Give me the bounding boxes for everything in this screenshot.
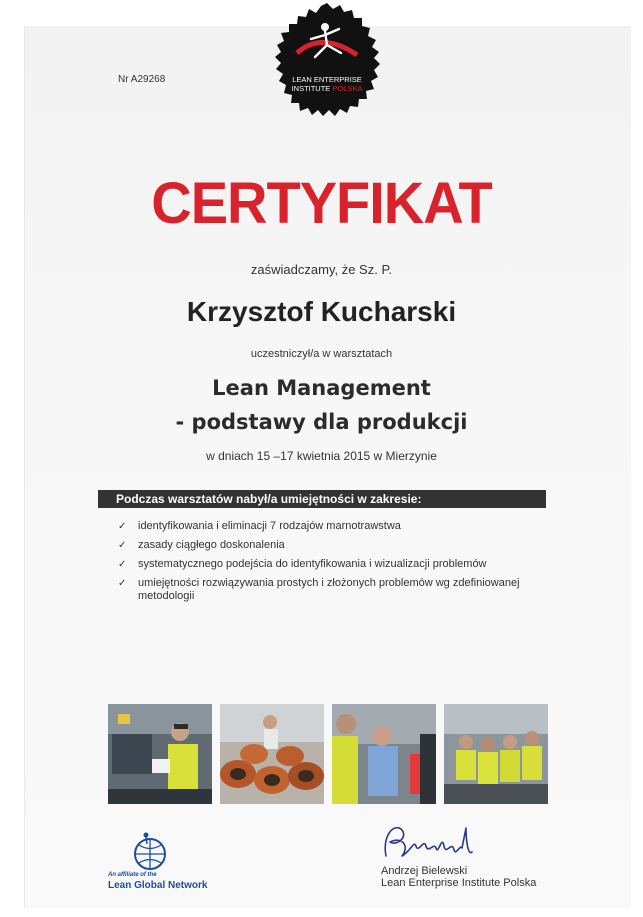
check-icon: ✓ — [118, 521, 127, 532]
seal-line2-accent: POLSKA — [332, 84, 363, 93]
skills-list — [114, 520, 544, 609]
svg-text:INSTITUTE POLSKA — [292, 84, 363, 93]
course-title-line2: - podstawy dla produkcji — [175, 410, 468, 434]
skill-item — [114, 520, 544, 533]
certificate-number: Nr A29268 — [118, 74, 166, 85]
photo-group-discussion — [332, 704, 436, 804]
seal-line1: LEAN ENTERPRISE — [292, 75, 362, 84]
skill-item — [114, 577, 544, 603]
skill-text: umiejętności rozwiązywania prostych i złożonych problemów wg zdefiniowanej metodologii — [138, 577, 520, 602]
skill-item — [114, 558, 544, 571]
signer-name: Andrzej Bielewski — [381, 865, 468, 877]
photo-team-in-vests — [444, 704, 548, 804]
check-icon: ✓ — [118, 540, 127, 551]
certificate-title: CERTYFIKAT — [151, 169, 492, 236]
handwritten-signature — [380, 816, 490, 868]
course-title-line1: Lean Management — [212, 376, 431, 400]
skill-text: identyfikowania i eliminacji 7 rodzajów marnotrawstwa — [138, 520, 401, 532]
skill-text: systematycznego podejścia do identyfikowania i wizualizacji problemów — [138, 558, 487, 570]
skill-text: zasady ciągłego doskonalenia — [138, 539, 285, 551]
check-icon: ✓ — [118, 559, 127, 570]
photo-copper-coils — [220, 704, 324, 804]
skill-item — [114, 539, 544, 552]
attest-text: zaświadczamy, że Sz. P. — [250, 262, 393, 277]
recipient-name: Krzysztof Kucharski — [186, 296, 457, 327]
affiliate-text: An affiliate of the — [108, 872, 157, 878]
lei-polska-seal-logo — [268, 2, 386, 120]
photo-worker-writing — [108, 704, 212, 804]
participated-text: uczestniczył/a w warsztatach — [250, 348, 393, 360]
network-name: Lean Global Network — [108, 880, 208, 891]
skills-heading-bar: Podczas warsztatów nabył/a umiejętności w zakresie: — [98, 490, 546, 508]
signer-organization: Lean Enterprise Institute Polska — [381, 877, 537, 889]
check-icon: ✓ — [118, 578, 127, 589]
workshop-dates: w dniach 15 –17 kwietnia 2015 w Mierzynie — [206, 449, 437, 463]
seal-line2: INSTITUTE — [291, 84, 331, 93]
signer-block — [381, 865, 536, 889]
